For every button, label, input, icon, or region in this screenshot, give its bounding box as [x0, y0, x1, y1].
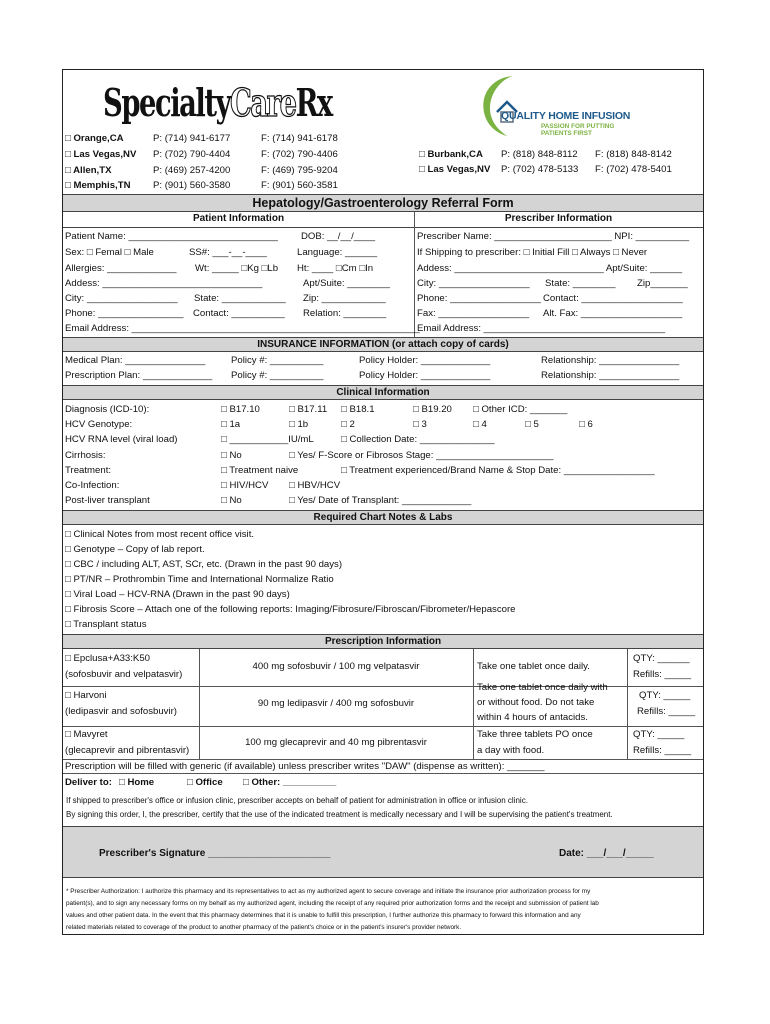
location-phone: P: (818) 848-8112 [501, 149, 578, 160]
rx-drug-generic-name: (sofosbuvir and velpatasvir) [65, 669, 183, 680]
logo-tagline-2: PATIENTS FIRST [541, 130, 592, 137]
genotype-5-checkbox[interactable]: □ 5 [525, 419, 539, 430]
transplant-label: Post-liver transplant [65, 495, 150, 506]
location-fax: F: (714) 941-6178 [261, 133, 338, 144]
rx-qty-field[interactable]: QTY: _____ [633, 729, 685, 740]
quality-home-infusion-logo [473, 72, 633, 144]
location-checkbox-las-vegas-2[interactable]: □ Las Vegas,NV [419, 164, 491, 175]
patient-relation-field[interactable]: Relation: ________ [303, 308, 387, 319]
prescriber-alt-fax-field[interactable]: Alt. Fax: ___________________ [543, 308, 683, 319]
location-fax: F: (818) 848-8142 [595, 149, 672, 160]
location-phone: P: (714) 941-6177 [153, 133, 231, 144]
rx-dose: 100 mg glecaprevir and 40 mg pibrentasvir [245, 737, 427, 748]
logo-tagline-1: PASSION FOR PUTTING [541, 123, 615, 130]
treatment-label: Treatment: [65, 465, 112, 476]
rx-refills-field[interactable]: Refills: _____ [637, 706, 696, 717]
rx-row-divider [63, 759, 703, 760]
location-fax: F: (469) 795-9204 [261, 165, 338, 176]
diagnosis-label: Diagnosis (ICD-10): [65, 404, 150, 415]
authorization-line-1: * Prescriber Authorization: I authorize this pharmacy and its representatives to act as my authorized agent to secure coverage and initiate the insurance prior authorization process for my [66, 888, 591, 895]
rx-sig: Take one tablet once daily. [477, 661, 590, 672]
coinfection-label: Co-Infection: [65, 480, 120, 491]
prescriber-fax-field[interactable]: Fax: _________________ [417, 308, 530, 319]
location-fax: F: (901) 560-3581 [261, 180, 338, 191]
prescription-relationship-field[interactable]: Relationship: _______________ [541, 370, 680, 381]
treatment-naive-checkbox[interactable]: □ Treatment naive [221, 465, 299, 476]
patient-sex-field[interactable]: Sex: □ Femal □ Male [65, 247, 154, 258]
rx-column-divider [627, 649, 628, 759]
rx-dose: 90 mg ledipasvir / 400 mg sofosbuvir [257, 698, 415, 709]
signature-section [63, 826, 703, 878]
signature-date-field[interactable]: Date: ___/___/_____ [559, 848, 654, 859]
cirrhosis-no-checkbox[interactable]: □ No [221, 450, 242, 461]
transplant-yes-field[interactable]: □ Yes/ Date of Transplant: _____________ [289, 495, 472, 506]
chart-note-item[interactable]: □ PT/NR – Prothrombin Time and International Normalize Ratio [65, 574, 334, 585]
location-fax: F: (702) 478-5401 [595, 164, 672, 175]
location-checkbox-burbank[interactable]: □ Burbank,CA [419, 149, 483, 160]
patient-zip-field[interactable]: Zip: ____________ [303, 293, 386, 304]
location-checkbox-allen[interactable]: □ Allen,TX [65, 165, 112, 176]
prescription-holder-field[interactable]: Policy Holder: _____________ [359, 370, 491, 381]
patient-ssn-field[interactable]: SS#: ___-__-____ [189, 247, 267, 258]
prescription-plan-field[interactable]: Prescription Plan: _____________ [65, 370, 213, 381]
rx-mavyret-checkbox[interactable]: □ Mavyret [65, 729, 108, 740]
disclaimer-line-2: By signing this order, I, the prescriber, certify that the use of the indicated treatment is medically necessary and I will be supervising the patient's treatment. [66, 810, 613, 819]
prescriber-zip-field[interactable]: Zip_______ [637, 278, 688, 289]
prescriber-phone-field[interactable]: Phone: _________________ [417, 293, 541, 304]
logo-name: QUALITY HOME INFUSION [501, 110, 631, 122]
rx-row-divider [63, 773, 703, 774]
disclaimer-line-1: If shipped to prescriber's office or infusion clinic, prescriber accepts on behalf of patient for administration in office or infusion clinic. [66, 796, 528, 805]
location-phone: P: (702) 790-4404 [153, 149, 231, 160]
patient-address-field[interactable]: Addess: ______________________________ [65, 278, 263, 289]
genotype-label: HCV Genotype: [65, 419, 133, 430]
chart-note-item[interactable]: □ Genotype – Copy of lab report. [65, 544, 205, 555]
rx-column-divider [473, 649, 474, 759]
authorization-line-4: related materials related to coverage of the product to another pharmacy of the patient's choice or in the patient's insurer's provider network. [66, 924, 462, 931]
genotype-1b-checkbox[interactable]: □ 1b [289, 419, 309, 430]
transplant-no-checkbox[interactable]: □ No [221, 495, 242, 506]
prescriber-address-field[interactable]: Addess: ____________________________ Apt/Suite: ______ [417, 263, 683, 274]
rx-epclusa-checkbox[interactable]: □ Epclusa+A33:K50 [65, 653, 150, 664]
patient-language-field[interactable]: Language: ______ [297, 247, 378, 258]
form-title: Hepatology/Gastroenterology Referral Form [63, 194, 703, 212]
rx-row-divider [63, 726, 703, 727]
location-phone: P: (702) 478-5133 [501, 164, 579, 175]
rx-refills-field[interactable]: Refills: _____ [633, 669, 692, 680]
rx-sig: Take three tablets PO once [477, 729, 593, 740]
patient-phone-field[interactable]: Phone: ________________ [65, 308, 184, 319]
genotype-3-checkbox[interactable]: □ 3 [413, 419, 427, 430]
chart-note-item[interactable]: □ CBC / including ALT, AST, SCr, etc. (Drawn in the past 90 days) [65, 559, 343, 570]
location-checkbox-orange[interactable]: □ Orange,CA [65, 133, 124, 144]
insurance-heading: INSURANCE INFORMATION (or attach copy of cards) [63, 337, 703, 352]
prescriber-city-field[interactable]: City: _________________ [417, 278, 530, 289]
cirrhosis-label: Cirrhosis: [65, 450, 106, 461]
diagnosis-other-field[interactable]: □ Other ICD: _______ [473, 404, 568, 415]
medical-holder-field[interactable]: Policy Holder: _____________ [359, 355, 491, 366]
location-phone: P: (901) 560-3580 [153, 180, 231, 191]
coinfection-hiv-checkbox[interactable]: □ HIV/HCV [221, 480, 269, 491]
authorization-line-3: values and other patient data. In the event that this pharmacy determines that it is unable to fulfill this prescription, I further authorize this pharmacy to forward this information and any [66, 912, 581, 919]
logo-text-specialty: Specialty [103, 80, 231, 125]
genotype-6-checkbox[interactable]: □ 6 [579, 419, 593, 430]
logo-text-rx: Rx [295, 80, 332, 125]
patient-state-field[interactable]: State: ____________ [194, 293, 286, 304]
chart-note-item[interactable]: □ Viral Load – HCV-RNA (Drawn in the past 90 days) [65, 589, 290, 600]
location-checkbox-las-vegas[interactable]: □ Las Vegas,NV [65, 149, 137, 160]
prescriber-info-heading: Prescriber Information [414, 212, 703, 228]
referral-form [62, 69, 704, 935]
location-fax: F: (702) 790-4406 [261, 149, 338, 160]
patient-height-field[interactable]: Ht: ____ □Cm □In [297, 263, 374, 274]
genotype-2-checkbox[interactable]: □ 2 [341, 419, 355, 430]
rx-sig: within 4 hours of antacids. [477, 712, 588, 723]
medical-relationship-field[interactable]: Relationship: _______________ [541, 355, 680, 366]
rx-drug-generic-name: (glecaprevir and pibrentasvir) [65, 745, 190, 756]
rx-qty-field[interactable]: QTY: ______ [633, 653, 690, 664]
clinical-heading: Clinical Information [63, 385, 703, 400]
deliver-other-field[interactable]: □ Other: __________ [243, 777, 337, 788]
prescription-policy-field[interactable]: Policy #: __________ [231, 370, 324, 381]
generic-daw-field[interactable]: Prescription will be filled with generic (if available) unless prescriber writes "DAW" (dispense as written): _______ [65, 761, 545, 772]
rx-sig: a day with food. [477, 745, 545, 756]
location-checkbox-memphis[interactable]: □ Memphis,TN [65, 180, 131, 191]
prescriber-state-field[interactable]: State: ________ [545, 278, 616, 289]
patient-apt-field[interactable]: Apt/Suite: ________ [303, 278, 390, 289]
location-phone: P: (469) 257-4200 [153, 165, 231, 176]
chart-note-item[interactable]: □ Transplant status [65, 619, 147, 630]
prescriber-email-field[interactable]: Email Address: __________________________________ [417, 323, 666, 334]
rna-level-field[interactable]: □ ___________IU/mL [221, 434, 314, 445]
patient-dob-field[interactable]: DOB: __/__/____ [301, 231, 376, 242]
diagnosis-b181-checkbox[interactable]: □ B18.1 [341, 404, 375, 415]
patient-info-heading: Patient Information [63, 212, 414, 228]
patient-weight-field[interactable]: Wt: _____ □Kg □Lb [195, 263, 279, 274]
diagnosis-b1710-checkbox[interactable]: □ B17.10 [221, 404, 260, 415]
patient-email-field[interactable]: Email Address: ______________________________________________________ [65, 323, 420, 334]
house-swoosh-icon [473, 72, 543, 138]
prescriber-signature-field[interactable]: Prescriber's Signature ______________________ [99, 848, 331, 859]
authorization-line-2: patient(s), and to sign any necessary forms on my behalf as my authorized agent, including the receipt of any required prior authorization forms and the receipt and submission of patient lab [66, 900, 599, 907]
prescriber-name-field[interactable]: Prescriber Name: ______________________ NPI: __________ [417, 231, 690, 242]
diagnosis-b1711-checkbox[interactable]: □ B17.11 [289, 404, 328, 415]
treatment-experienced-field[interactable]: □ Treatment experienced/Brand Name & Stop Date: _________________ [341, 465, 655, 476]
rx-harvoni-checkbox[interactable]: □ Harvoni [65, 690, 107, 701]
specialtycarerx-logo [103, 80, 332, 125]
rx-refills-field[interactable]: Refills: _____ [633, 745, 692, 756]
cirrhosis-yes-field[interactable]: □ Yes/ F-Score or Fibrosos Stage: ______________________ [289, 450, 554, 461]
rx-column-divider [199, 649, 200, 759]
rx-drug-generic-name: (ledipasvir and sofosbuvir) [65, 706, 177, 717]
patient-contact-field[interactable]: Contact: __________ [193, 308, 285, 319]
deliver-home-checkbox[interactable]: □ Home [119, 777, 155, 788]
prescription-heading: Prescription Information [63, 634, 703, 649]
medical-policy-field[interactable]: Policy #: __________ [231, 355, 324, 366]
column-divider [414, 212, 415, 337]
rna-level-label: HCV RNA level (viral load) [65, 434, 178, 445]
coinfection-hbv-checkbox[interactable]: □ HBV/HCV [289, 480, 341, 491]
rna-collection-date-field[interactable]: □ Collection Date: ______________ [341, 434, 495, 445]
deliver-to-label: Deliver to: [65, 777, 112, 788]
rx-qty-field[interactable]: QTY: _____ [639, 690, 691, 701]
chart-notes-heading: Required Chart Notes & Labs [63, 510, 703, 525]
logo-text-care: Care [230, 80, 296, 125]
chart-note-item[interactable]: □ Clinical Notes from most recent office visit. [65, 529, 255, 540]
diagnosis-b1920-checkbox[interactable]: □ B19.20 [413, 404, 452, 415]
patient-city-field[interactable]: City: _________________ [65, 293, 178, 304]
genotype-1a-checkbox[interactable]: □ 1a [221, 419, 241, 430]
deliver-office-checkbox[interactable]: □ Office [187, 777, 223, 788]
prescriber-shipping-options[interactable]: If Shipping to prescriber: □ Initial Fill □ Always □ Never [417, 247, 648, 258]
patient-allergies-field[interactable]: Allergies: _____________ [65, 263, 177, 274]
rx-sig: Take one tablet once daily with [477, 682, 608, 693]
medical-plan-field[interactable]: Medical Plan: _______________ [65, 355, 206, 366]
patient-name-field[interactable]: Patient Name: ____________________________ [65, 231, 278, 242]
rx-sig: or without food. Do not take [477, 697, 595, 708]
chart-note-item[interactable]: □ Fibrosis Score – Attach one of the following reports: Imaging/Fibrosure/Fibroscan/Fibrometer/Hepascore [65, 604, 516, 615]
rx-dose: 400 mg sofosbuvir / 100 mg velpatasvir [252, 661, 420, 672]
genotype-4-checkbox[interactable]: □ 4 [473, 419, 487, 430]
prescriber-contact-field[interactable]: Contact: ___________________ [543, 293, 683, 304]
